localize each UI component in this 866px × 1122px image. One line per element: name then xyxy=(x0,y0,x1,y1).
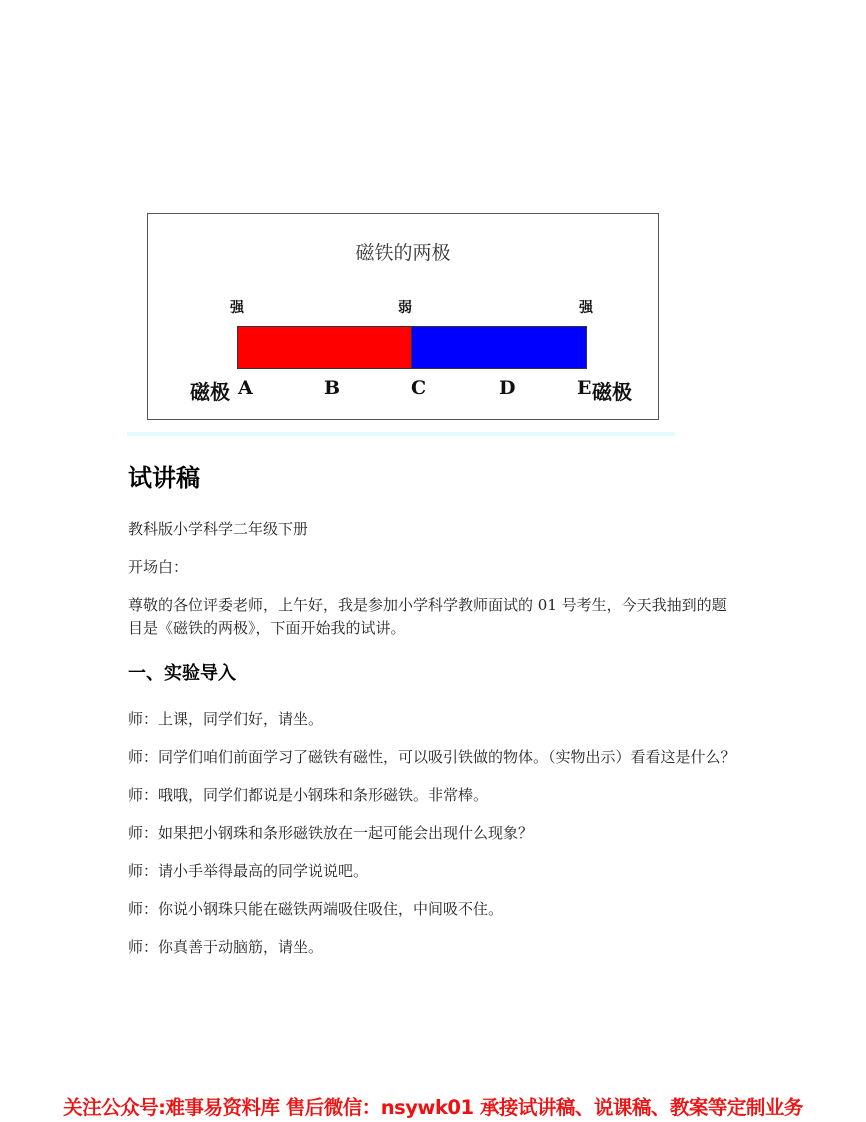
point-b: B xyxy=(324,377,341,399)
document-title: 试讲稿 xyxy=(128,464,200,492)
dialogue-line: 师：你真善于动脑筋，请坐。 xyxy=(128,938,324,956)
magnet-poles-figure xyxy=(147,213,659,420)
dialogue-line: 师：如果把小钢珠和条形磁铁放在一起可能会出现什么现象？ xyxy=(128,824,534,842)
magnet-blue-half xyxy=(411,326,587,369)
pole-label-left: 磁极 xyxy=(190,380,230,404)
section-title-experiment-intro: 一、实验导入 xyxy=(128,663,236,684)
magnet-red-half xyxy=(237,326,413,369)
divider xyxy=(127,432,675,436)
strength-label-right: 强 xyxy=(579,300,593,316)
dialogue-line: 师：哦哦，同学们都说是小钢珠和条形磁铁。非常棒。 xyxy=(128,786,489,804)
document-subtitle: 教科版小学科学二年级下册 xyxy=(128,520,309,538)
point-d: D xyxy=(499,377,516,399)
opening-text: 尊敬的各位评委老师，上午好，我是参加小学科学教师面试的 01 号考生，今天我抽到的题目是《磁铁的两极》，下面开始我的试讲。 xyxy=(128,596,727,637)
pole-label-right: 磁极 xyxy=(592,380,632,404)
point-a: A xyxy=(238,377,253,399)
opening-label: 开场白： xyxy=(128,558,189,576)
document-body xyxy=(128,460,740,974)
strength-label-middle: 弱 xyxy=(398,300,412,316)
dialogue-line: 师：请小手举得最高的同学说说吧。 xyxy=(128,862,369,880)
dialogue-line: 师：上课，同学们好，请坐。 xyxy=(128,710,324,728)
footer-watermark: 关注公众号:难事易资料库 售后微信：nsywk01 承接试讲稿、说课稿、教案等定制业务 xyxy=(63,1096,803,1119)
point-e: E xyxy=(577,377,592,399)
strength-label-left: 强 xyxy=(230,300,244,316)
dialogue-line: 师：你说小钢珠只能在磁铁两端吸住吸住，中间吸不住。 xyxy=(128,900,504,918)
dialogue-line: 师：同学们咱们前面学习了磁铁有磁性，可以吸引铁做的物体。（实物出示）看看这是什么？ xyxy=(128,748,736,766)
figure-title: 磁铁的两极 xyxy=(355,242,451,264)
point-c: C xyxy=(411,377,427,399)
